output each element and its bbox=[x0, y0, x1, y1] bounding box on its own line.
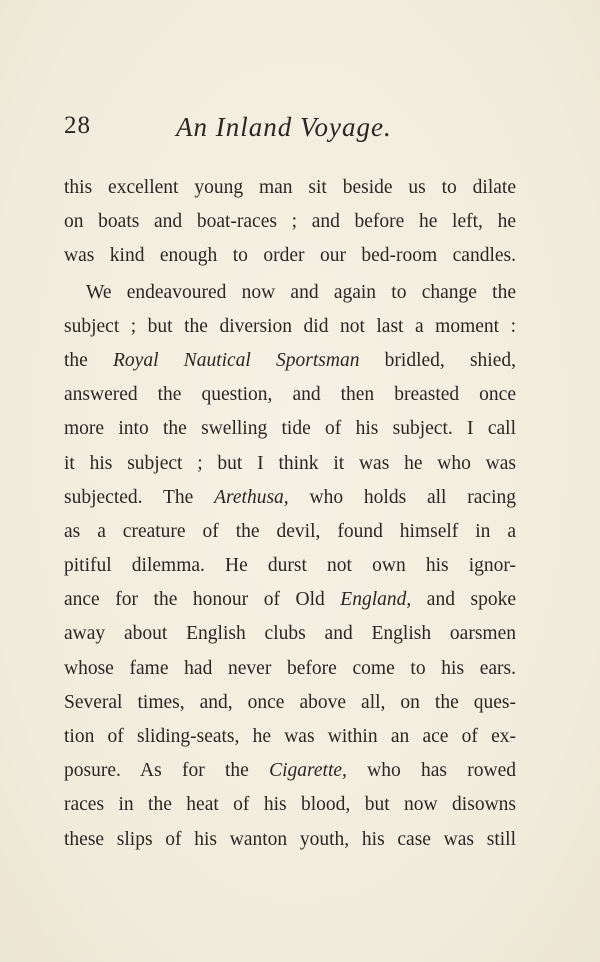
text-run: who has rowed bbox=[346, 760, 516, 782]
text-line bbox=[64, 239, 516, 273]
text-run: answered the question, and then breasted once bbox=[64, 384, 516, 406]
text-run: posure. As for the bbox=[64, 760, 270, 782]
text-line bbox=[64, 617, 516, 651]
text-run: away about English clubs and English oarsmen bbox=[64, 623, 516, 645]
italic-text-run: Cigarette, bbox=[269, 760, 347, 782]
text-run: pitiful dilemma. He durst not own his ignor- bbox=[64, 555, 516, 577]
italic-text-run: Arethusa, bbox=[214, 486, 289, 508]
text-run: races in the heat of his blood, but now disowns bbox=[64, 794, 516, 816]
text-line bbox=[64, 344, 516, 378]
text-line bbox=[64, 412, 516, 446]
text-line bbox=[64, 447, 516, 481]
text-run: this excellent young man sit beside us to dilate bbox=[64, 177, 516, 198]
text-run: tion of sliding-seats, he was within an ace of ex- bbox=[64, 726, 516, 747]
running-title: An Inland Voyage. bbox=[176, 112, 392, 142]
paragraph bbox=[64, 276, 516, 857]
text-line bbox=[64, 754, 516, 788]
text-run: these slips of his wanton youth, his case was still bbox=[64, 828, 516, 850]
text-run: was kind enough to order our bed-room candles. bbox=[64, 245, 516, 267]
text-line bbox=[64, 788, 516, 822]
text-line bbox=[64, 720, 516, 754]
text-line bbox=[64, 276, 516, 310]
text-line bbox=[64, 205, 516, 239]
page-header bbox=[64, 112, 516, 152]
text-line bbox=[64, 171, 516, 205]
text-run: as a creature of the devil, found himself in a bbox=[64, 520, 516, 542]
text-run: and spoke bbox=[411, 589, 516, 611]
text-run: We endeavoured now and again to change the bbox=[86, 281, 516, 303]
text-line bbox=[64, 686, 516, 720]
text-run: more into the swelling tide of his subject. I call bbox=[64, 418, 516, 440]
text-run: on boats and boat-races ; and before he left, he bbox=[64, 211, 516, 233]
paragraph bbox=[64, 171, 516, 274]
text-line bbox=[64, 515, 516, 549]
text-line bbox=[64, 378, 516, 412]
text-line bbox=[64, 583, 516, 617]
page-number: 28 bbox=[64, 112, 91, 139]
text-line bbox=[64, 481, 516, 515]
text-run: it his subject ; but I think it was he who was bbox=[64, 452, 516, 474]
text-line bbox=[64, 549, 516, 583]
text-line bbox=[64, 652, 516, 686]
text-run: Several times, and, once above all, on the ques- bbox=[64, 691, 516, 713]
text-run: subjected. The bbox=[64, 486, 215, 508]
text-run: whose fame had never before come to his ears. bbox=[64, 657, 516, 679]
text-run: bridled, shied, bbox=[359, 349, 516, 371]
italic-text-run: Royal Nautical Sportsman bbox=[113, 349, 360, 371]
italic-text-run: England, bbox=[340, 589, 412, 611]
text-line bbox=[64, 310, 516, 344]
text-run: who holds all racing bbox=[288, 486, 516, 508]
text-run: subject ; but the diversion did not last a moment : bbox=[64, 315, 516, 337]
text-line bbox=[64, 823, 516, 857]
text-run: the bbox=[64, 349, 114, 371]
body-text bbox=[64, 171, 516, 857]
text-run: ance for the honour of Old bbox=[64, 589, 341, 611]
